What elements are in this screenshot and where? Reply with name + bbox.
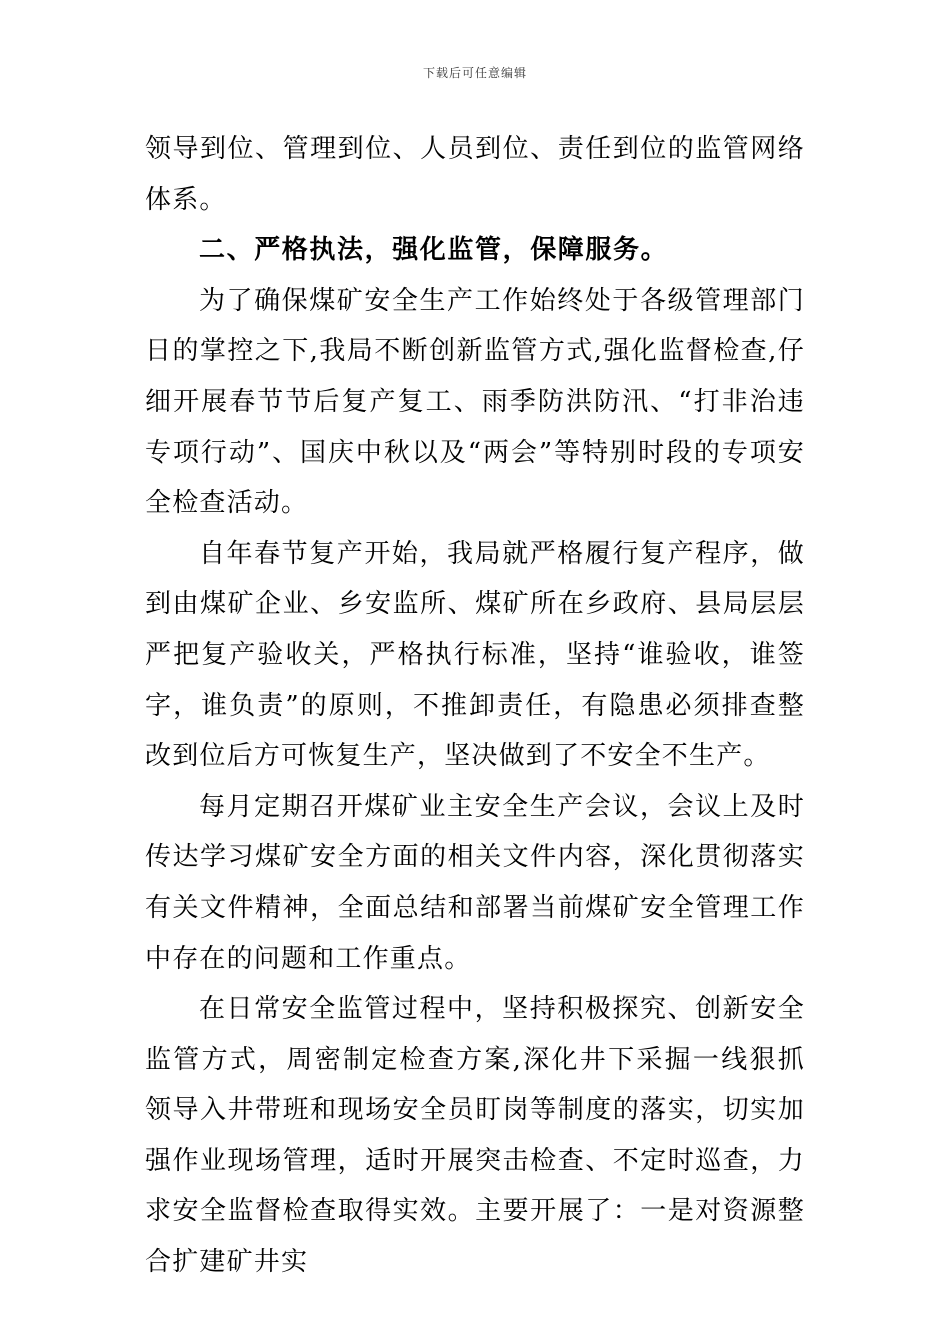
paragraph-4: 在日常安全监管过程中，坚持积极探究、创新安全监管方式，周密制定检查方案,深化井下采掘一线狠抓领导入井带班和现场安全员盯岗等制度的落实，切实加强作业现场管理，适时开展突击检查、不定时巡查，力求安全监督检查取得实效。主要开展了：一是对资源整合扩建矿井实 — [145, 994, 805, 1278]
paragraph-1: 为了确保煤矿安全生产工作始终处于各级管理部门日的掌控之下,我局不断创新监管方式,强化监督检查,仔细开展春节节后复产复工、雨季防洪防汛、“打非治违专项行动”、国庆中秋以及“两会”等特别时段的专项安全检查活动。 — [145, 285, 805, 519]
document-body — [145, 124, 805, 1288]
paragraph-continuation: 领导到位、管理到位、人员到位、责任到位的监管网络体系。 — [145, 134, 805, 215]
paragraph-3: 每月定期召开煤矿业主安全生产会议，会议上及时传达学习煤矿安全方面的相关文件内容，深化贯彻落实有关文件精神，全面总结和部署当前煤矿安全管理工作中存在的问题和工作重点。 — [145, 791, 805, 974]
section-heading: 二、严格执法，强化监管，保障服务。 — [199, 235, 669, 266]
paragraph-2: 自年春节复产开始，我局就严格履行复产程序，做到由煤矿企业、乡安监所、煤矿所在乡政府、县局层层严把复产验收关，严格执行标准，坚持“谁验收，谁签字，谁负责”的原则，不推卸责任，有隐患必须排查整改到位后方可恢复生产，坚决做到了不安全不生产。 — [145, 538, 805, 772]
page-header-note: 下载后可任意编辑 — [422, 66, 527, 80]
